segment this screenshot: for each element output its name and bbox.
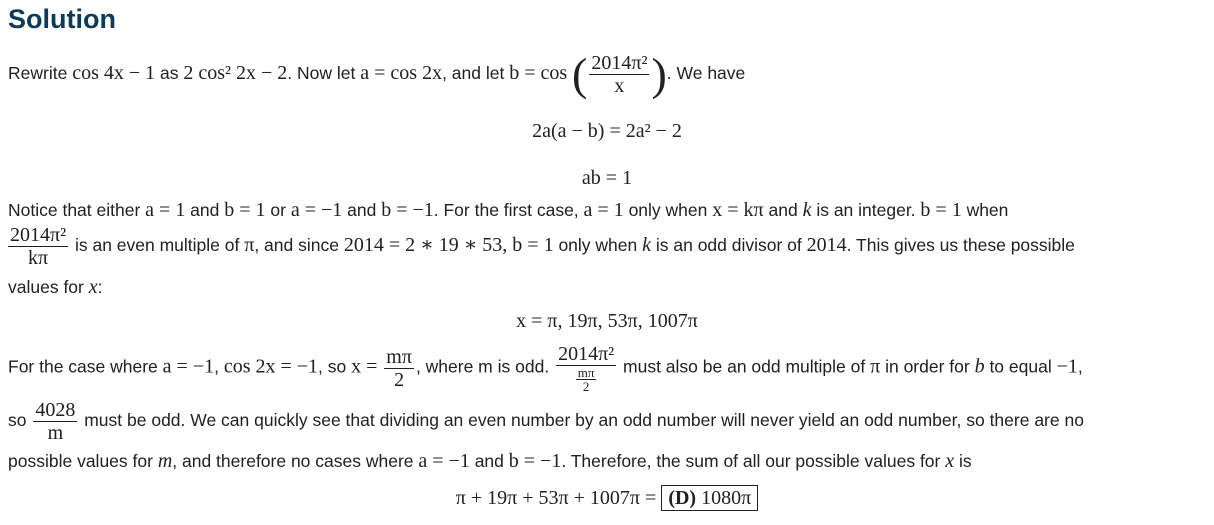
- text: as: [155, 63, 184, 84]
- math-inline: b = −1: [508, 450, 562, 472]
- math-inline: b = 1: [920, 199, 962, 221]
- text: . Therefore, the sum of all our possible values for: [561, 451, 946, 471]
- fraction-numerator: 2014π²: [591, 52, 648, 74]
- text: . For the first case,: [433, 200, 584, 220]
- paragraph-second-case-line1: [8, 343, 1083, 393]
- math-inline: x =: [351, 355, 378, 378]
- text: and: [185, 200, 225, 220]
- text: , and since: [254, 235, 344, 256]
- paragraph-cases-line2: [8, 224, 1075, 269]
- math-inline: b = 1: [224, 199, 266, 221]
- page-title: Solution: [8, 4, 116, 34]
- math-inline: b = −1: [381, 199, 434, 221]
- fraction-numerator: mπ: [386, 345, 412, 368]
- math-inline: π: [244, 234, 255, 257]
- math-inline: a = −1: [418, 450, 470, 472]
- text: , and let: [442, 63, 510, 84]
- final-expression: π + 19π + 53π + 1007π =: [455, 487, 657, 509]
- equation-3: x = π, 19π, 53π, 1007π: [516, 310, 698, 332]
- answer-label: (D): [668, 487, 697, 509]
- fraction-denominator: kπ: [8, 246, 68, 269]
- paragraph-cases-line1: [8, 199, 1008, 222]
- text: and: [763, 200, 803, 220]
- math-inline: 2014 = 2 ∗ 19 ∗ 53, b = 1: [343, 234, 554, 257]
- math-inline: −1: [1056, 355, 1078, 378]
- text: must also be an odd multiple of: [618, 356, 871, 377]
- text: . This gives us these possible: [846, 235, 1075, 256]
- fraction-numerator: 2014π²: [10, 224, 67, 246]
- fraction-denominator: m: [33, 421, 77, 444]
- text: when: [961, 200, 1009, 220]
- math-inline: a = −1: [290, 199, 343, 221]
- text: ,: [214, 356, 224, 377]
- fraction-numerator: 2014π²: [558, 343, 615, 365]
- fraction-numerator: 4028: [35, 399, 76, 421]
- text: ,: [1077, 356, 1083, 377]
- fraction-denominator: x: [589, 74, 649, 97]
- answer-box: [661, 485, 758, 511]
- math-inline: k: [642, 234, 651, 257]
- text: in order for: [880, 356, 975, 377]
- text: , where m is odd.: [415, 356, 555, 377]
- math-inline: b: [974, 355, 985, 378]
- text: so: [8, 410, 32, 431]
- text: is an even multiple of: [70, 235, 245, 256]
- math-inline: m: [157, 450, 173, 472]
- math-inline: x = kπ: [712, 199, 764, 221]
- equation-2: ab = 1: [581, 167, 633, 189]
- text: . We have: [666, 63, 746, 84]
- text: possible values for: [8, 451, 158, 471]
- text: . Now let: [287, 63, 361, 84]
- text: is an odd divisor of: [651, 235, 807, 256]
- math-inline: a = cos 2x: [360, 62, 443, 85]
- text: only when: [553, 235, 643, 256]
- text: is: [954, 451, 972, 471]
- fraction: [384, 346, 414, 391]
- math-inline: a = −1: [162, 355, 215, 378]
- math-inline: cos 2x = −1: [223, 355, 319, 378]
- paragraph-second-case-line2: [8, 399, 1084, 444]
- text: For the case where: [8, 356, 163, 377]
- left-paren: (: [572, 48, 588, 100]
- math-inline: 2 cos² 2x − 2: [183, 62, 288, 85]
- fraction: [8, 224, 68, 269]
- text: only when: [623, 200, 713, 220]
- math-inline: k: [802, 199, 812, 221]
- text: values for: [8, 277, 89, 297]
- paragraph-rewrite: [8, 48, 746, 100]
- fraction: [556, 343, 616, 393]
- fraction: [589, 52, 649, 97]
- text: and: [469, 451, 509, 471]
- text: and: [342, 200, 382, 220]
- fraction: [33, 399, 77, 444]
- right-paren: ): [651, 48, 667, 100]
- text: Notice that either: [8, 200, 146, 220]
- math-inline: b = cos: [509, 62, 568, 85]
- text: , so: [318, 356, 352, 377]
- math-inline: a = 1: [145, 199, 186, 221]
- fraction-denominator: [556, 365, 616, 393]
- math-inline: a = 1: [583, 199, 624, 221]
- math-inline: π: [870, 355, 881, 378]
- text: , and therefore no cases where: [172, 451, 419, 471]
- text: is an integer.: [811, 200, 921, 220]
- paragraph-second-case-line3: [8, 450, 972, 473]
- math-inline: 2014: [806, 234, 847, 257]
- fraction-denominator: 2: [384, 368, 414, 391]
- math-inline: x: [945, 450, 955, 472]
- text: Rewrite: [8, 63, 73, 84]
- text: to equal: [984, 356, 1057, 377]
- text: must be odd. We can quickly see that dividing an even number by an odd number will never yield an odd number, so there are no: [79, 410, 1084, 431]
- fraction-denominator: 2: [576, 379, 597, 393]
- equation-1: 2a(a − b) = 2a² − 2: [532, 120, 682, 142]
- text: :: [97, 277, 103, 297]
- answer-value: 1080π: [701, 487, 752, 509]
- paragraph-cases-line3: [8, 276, 103, 299]
- text: or: [265, 200, 291, 220]
- math-inline: x: [88, 276, 98, 298]
- nested-fraction: [576, 366, 597, 393]
- final-equation: [0, 487, 1214, 510]
- fraction-numerator: mπ: [577, 365, 595, 380]
- math-inline: cos 4x − 1: [72, 62, 156, 85]
